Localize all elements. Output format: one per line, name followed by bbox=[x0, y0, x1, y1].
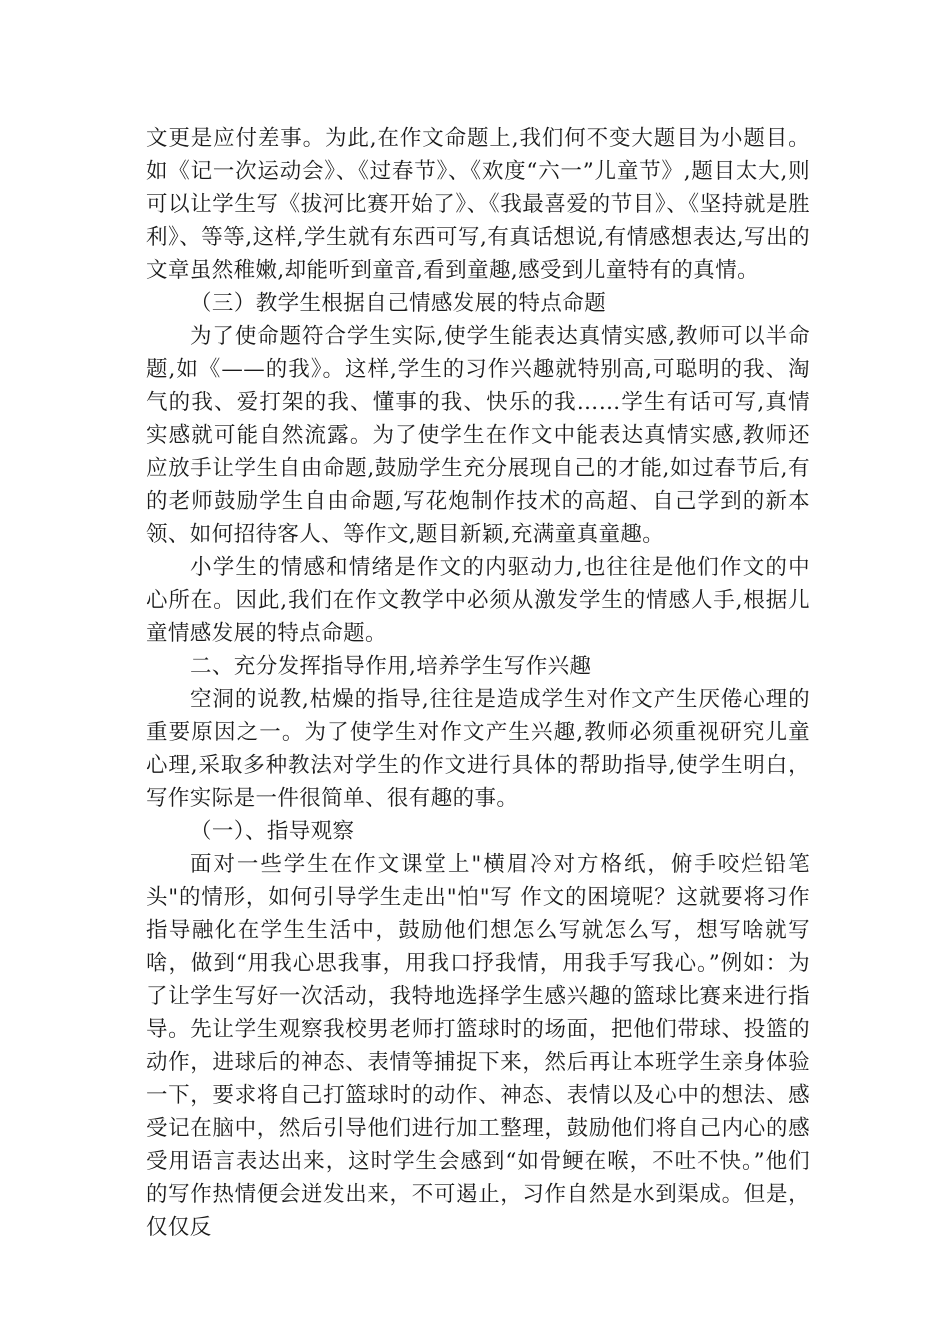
paragraph-topic-examples: 文更是应付差事。为此,在作文命题上,我们何不变大题目为小题目。如《记一次运动会》、《过春节》、《欢度“六一”儿童节》,题目太大,则可以让学生写《拔河比赛开始了》、《我最喜爱的节目》、《坚持就是胜利》、等等,这样,学生就有东西可写,有真话想说,有情感想表达,写出的文章虽然稚嫩,却能听到童音,看到童趣,感受到儿童特有的真情。 bbox=[146, 126, 810, 283]
section-heading-three: （三）教学生根据自己情感发展的特点命题 bbox=[190, 291, 607, 316]
section-heading-two: 二、充分发挥指导作用,培养学生写作兴趣 bbox=[190, 654, 592, 679]
paragraph-half-topic: 为了使命题符合学生实际,使学生能表达真情实感,教师可以半命题,如《——的我》。这样,学生的习作兴趣就特别高,可聪明的我、淘气的我、爱打架的我、懂事的我、快乐的我……学生有话可写,真情实感就可能自然流露。为了使学生在作文中能表达真情实感,教师还应放手让学生自由命题,鼓励学生充分展现自己的才能,如过春节后,有的老师鼓励学生自由命题,写花炮制作技术的高超、自己学到的新本领、如何招待客人、等作文,题目新颖,充满童真童趣。 bbox=[146, 324, 810, 547]
paragraph-basketball-example: 面对一些学生在作文课堂上"横眉冷对方格纸，俯手咬烂铅笔头"的情形，如何引导学生走出"怕"写 作文的困境呢？这就要将习作指导融化在学生生活中，鼓励他们想怎么写就怎么写，想写啥就写啥，做到“用我心思我事，用我口抒我情，用我手写我心。”例如：为了让学生写好一次活动，我特地选择学生感兴趣的篮球比赛来进行指导。先让学生观察我校男老师打篮球时的场面，把他们带球、投篮的动作，进球后的神态、表情等捕捉下来，然后再让本班学生亲身体验一下，要求将自己打篮球时的动作、神态、表情以及心中的想法、感受记在脑中，然后引导他们进行加工整理，鼓励他们将自己内心的感受用语言表达出来，这时学生会感到“如骨鲠在喉，不吐不快。”他们的写作热情便会迸发出来，不可遏止，习作自然是水到渠成。但是，仅仅反 bbox=[146, 852, 810, 1240]
subsection-heading-observation: （一）、指导观察 bbox=[190, 819, 355, 844]
document-body bbox=[146, 122, 810, 1244]
paragraph-guidance: 空洞的说教,枯燥的指导,往往是造成学生对作文产生厌倦心理的重要原因之一。为了使学生对作文产生兴趣,教师必须重视研究儿童心理,采取多种教法对学生的作文进行具体的帮助指导,使学生明白，写作实际是一件很简单、很有趣的事。 bbox=[146, 687, 810, 811]
paragraph-emotion-drive: 小学生的情感和情绪是作文的内驱动力,也往往是他们作文的中心所在。因此,我们在作文教学中必须从激发学生的情感人手,根据儿童情感发展的特点命题。 bbox=[146, 555, 810, 646]
